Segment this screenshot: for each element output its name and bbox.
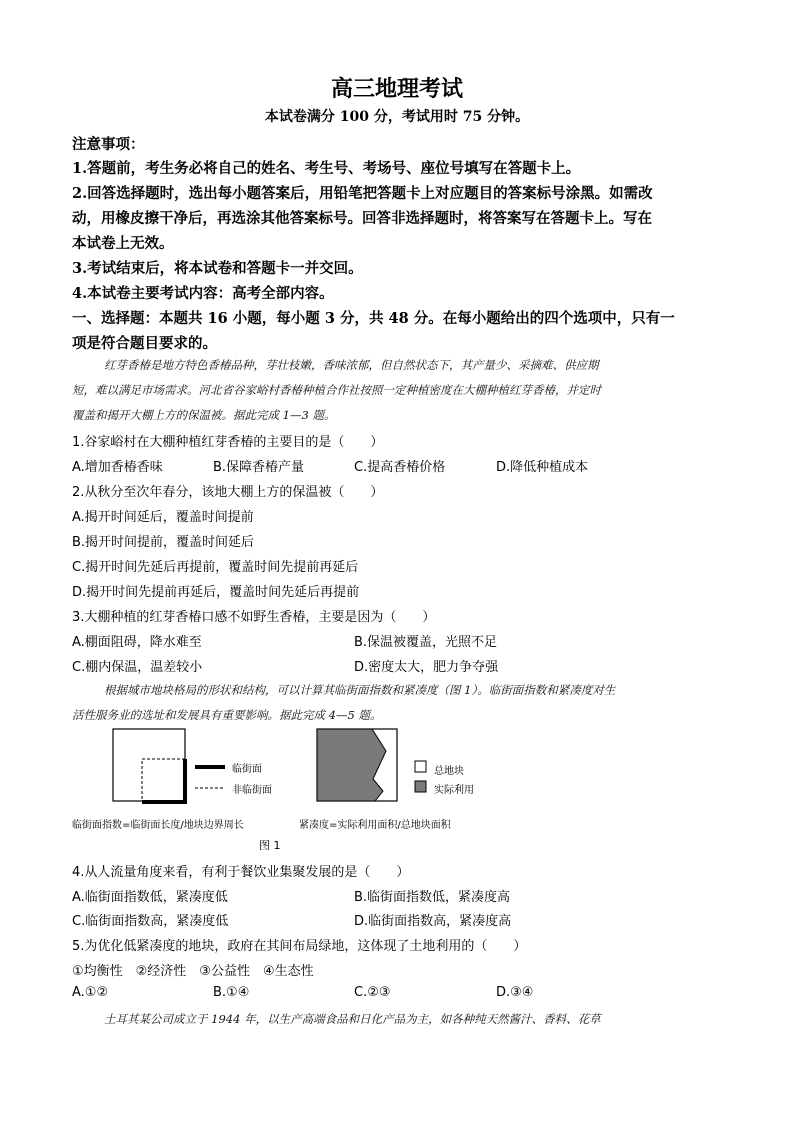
question-5-option-c: C.②③ [354, 985, 391, 1000]
formula-compactness: 紧凑度=实际利用面积/总地块面积 [299, 820, 451, 831]
question-3-option-b: B.保温被覆盖，光照不足 [354, 635, 498, 650]
question-1-option-a: A.增加香椿香味 [72, 460, 163, 475]
question-5-statements: ①均衡性 ②经济性 ③公益性 ④生态性 [72, 964, 314, 979]
question-4-stem: 4.从人流量角度来看，有利于餐饮业集聚发展的是（ ） [72, 865, 410, 880]
compact-used-area [317, 729, 386, 801]
question-1-option-b: B.保障香椿产量 [213, 460, 305, 475]
section-heading-line-2: 项是符合题目要求的。 [72, 335, 217, 352]
notice-item-2-line-3: 本试卷上无效。 [72, 235, 174, 252]
question-2-option-a: A.揭开时间延后，覆盖时间提前 [72, 510, 254, 525]
section-heading-line-1: 一、选择题：本题共 16 小题，每小题 3 分，共 48 分。在每小题给出的四个选项中，只有一 [72, 310, 675, 327]
question-2-option-c: C.揭开时间先延后再提前，覆盖时间先提前再延后 [72, 560, 359, 575]
question-1-option-d: D.降低种植成本 [496, 460, 589, 475]
question-3-stem: 3.大棚种植的红芽香椿口感不如野生香椿，主要是因为（ ） [72, 610, 436, 625]
question-3-option-a: A.棚面阻碍，降水难至 [72, 635, 202, 650]
question-4-option-c: C.临街面指数高，紧凑度低 [72, 914, 229, 929]
notice-item-2-line-1: 2.回答选择题时，选出每小题答案后，用铅笔把答题卡上对应题目的答案标号涂黑。如需改 [72, 185, 653, 202]
passage-1-line-2: 短，难以满足市场需求。河北省谷家峪村香椿种植合作社按照一定种植密度在大棚种植红芽香椿，并定时 [72, 383, 601, 397]
legend-total-label: 总地块 [434, 766, 464, 777]
passage-1-line-3: 覆盖和揭开大棚上方的保温被。据此完成 1—3 题。 [72, 408, 336, 422]
plot-outer-rect [113, 729, 185, 801]
legend-used-label: 实际利用 [434, 785, 474, 796]
passage-1-line-1: 红芽香椿是地方特色香椿品种，芽壮枝嫩，香味浓郁，但自然状态下，其产量少、采摘难、供应期 [104, 358, 599, 372]
question-2-option-d: D.揭开时间先提前再延后，覆盖时间先延后再提前 [72, 585, 360, 600]
question-1-stem: 1.谷家峪村在大棚种植红芽香椿的主要目的是（ ） [72, 435, 384, 450]
question-4-option-a: A.临街面指数低，紧凑度低 [72, 890, 228, 905]
notice-item-3: 3.考试结束后，将本试卷和答题卡一并交回。 [72, 260, 363, 277]
figure-caption: 图 1 [259, 839, 281, 852]
notice-item-2-line-2: 动，用橡皮擦干净后，再选涂其他答案标号。回答非选择题时，将答案写在答题卡上。写在 [72, 210, 652, 227]
question-1-option-c: C.提高香椿价格 [354, 460, 446, 475]
question-5-stem: 5.为优化低紧凑度的地块，政府在其间布局绿地，这体现了土地利用的（ ） [72, 939, 527, 954]
legend-total-box [415, 761, 426, 772]
notice-item-1: 1.答题前，考生务必将自己的姓名、考生号、考场号、座位号填写在答题卡上。 [72, 160, 581, 177]
question-3-option-c: C.棚内保温，温差较小 [72, 660, 203, 675]
legend-used-box [415, 781, 426, 792]
question-5-option-d: D.③④ [496, 985, 534, 1000]
exam-subtitle: 本试卷满分 100 分，考试用时 75 分钟。 [264, 109, 530, 125]
passage-2-line-2: 活性服务业的选址和发展具有重要影响。据此完成 4—5 题。 [72, 708, 382, 722]
formula-frontage-index: 临街面指数=临街面长度/地块边界周长 [72, 820, 244, 831]
notice-heading: 注意事项： [72, 136, 145, 153]
question-5-option-b: B.①④ [213, 985, 250, 1000]
legend-street-label: 临街面 [232, 764, 262, 775]
plot-inner-dashed [142, 759, 185, 801]
question-3-option-d: D.密度太大，肥力争夺强 [354, 660, 499, 675]
question-2-stem: 2.从秋分至次年春分，该地大棚上方的保温被（ ） [72, 485, 384, 500]
exam-title: 高三地理考试 [330, 76, 463, 102]
question-5-option-a: A.①② [72, 985, 109, 1000]
passage-3-line-1: 土耳其某公司成立于 1944 年，以生产高端食品和日化产品为主，如各种纯天然酱汁、香料、花草 [104, 1012, 601, 1026]
legend-nonstreet-label: 非临街面 [232, 785, 272, 796]
notice-item-4: 4.本试卷主要考试内容：高考全部内容。 [72, 285, 334, 302]
question-2-option-b: B.揭开时间提前，覆盖时间延后 [72, 535, 255, 550]
question-4-option-b: B.临街面指数低，紧凑度高 [354, 890, 511, 905]
question-4-option-d: D.临街面指数高，紧凑度高 [354, 914, 512, 929]
passage-2-line-1: 根据城市地块格局的形状和结构，可以计算其临街面指数和紧凑度（图 1）。临街面指数和紧凑度对生 [104, 683, 616, 697]
